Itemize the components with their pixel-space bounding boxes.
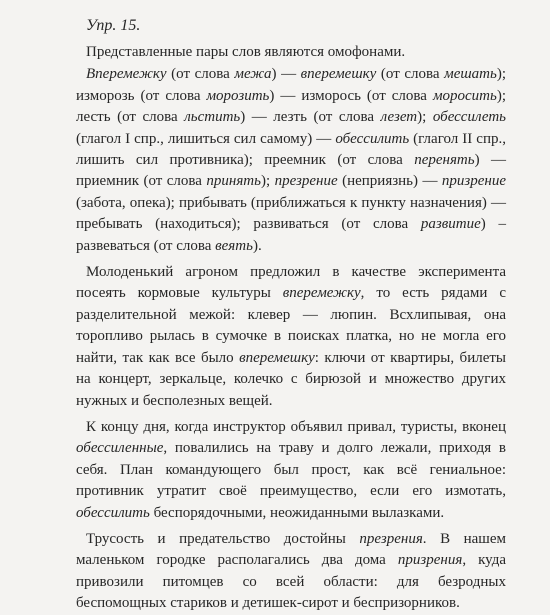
italic-term: льстить: [184, 109, 241, 126]
intro-sentence: Представленные пары слов являются омофонами.: [86, 44, 406, 60]
italic-term: обессилить: [76, 504, 150, 521]
italic-term: обессилить: [335, 130, 410, 147]
italic-term: перенять: [414, 152, 475, 169]
italic-term: развитие: [420, 216, 481, 233]
italic-term: обессилеть: [432, 109, 506, 126]
italic-term: межа: [234, 66, 272, 83]
italic-term: Вперемежку: [86, 66, 167, 83]
italic-term: вперемешку: [239, 349, 315, 366]
italic-term: принять: [206, 173, 261, 190]
italic-term: презрения: [359, 530, 423, 547]
italic-term: мешать: [444, 66, 497, 83]
italic-term: моросить: [432, 87, 497, 104]
paragraph-homophone-pairs: Вперемежку (от слова межа) — вперемешку (от слова мешать); изморозь (от слова морозить) — изморось (от слова моросить); лесть (от слова льстить) — лезть (от слова лезет); обессилеть (глагол I спр., лишиться сил самому) — обессилить (глагол II спр., лишить сил противника); преемник (от слова перенять) — приемник (от слова принять); презрение (неприязнь) — призрение (забота, опека); прибывать (приближаться к пункту назначения) — пребывать (находиться); развиваться (от слова развитие) – развеваться (от слова веять).: [76, 66, 507, 254]
paragraph-tourists-example: К концу дня, когда инструктор объявил привал, туристы, вконец обессиленные, повалились на траву и долго лежали, приходя в себя. План командующего был прост, как всё гениальное: противник утратит своё преимущество, если его измотать, обессилить беспорядочными, неожиданными вылазками.: [76, 418, 506, 521]
paragraph-cowardice-example: Трусость и предательство достойны презрения. В нашем маленьком городке располагались два дома призрения, куда привозили питомцев со всей области: для безродных беспомощных стариков и детишек-сирот и беспризорников.: [76, 530, 506, 612]
italic-term: призрение: [441, 173, 506, 190]
italic-term: вперемешку: [300, 66, 377, 83]
italic-term: презрение: [274, 173, 338, 190]
italic-term: лезет: [380, 109, 418, 126]
italic-term: вперемежку: [282, 285, 361, 302]
italic-term: призрения: [397, 552, 463, 569]
paragraph-agronomist-example: Молоденький агроном предложил в качестве эксперимента посеять кормовые культуры вперемежку, то есть рядами с разделительной межой: клевер — люпин. Всхлипывая, она торопливо рылась в сумочке в поисках платка, но не могла его найти, так как все было вперемешку: ключи от квартиры, билеты на концерт, зеркальце, колечко с бирюзой и множество других нужных и бесполезных вещей.: [76, 264, 506, 409]
italic-term: морозить: [206, 87, 270, 104]
italic-term: обессиленные: [76, 440, 164, 457]
exercise-label: Упр. 15.: [86, 17, 141, 34]
italic-term: веять: [215, 237, 253, 254]
